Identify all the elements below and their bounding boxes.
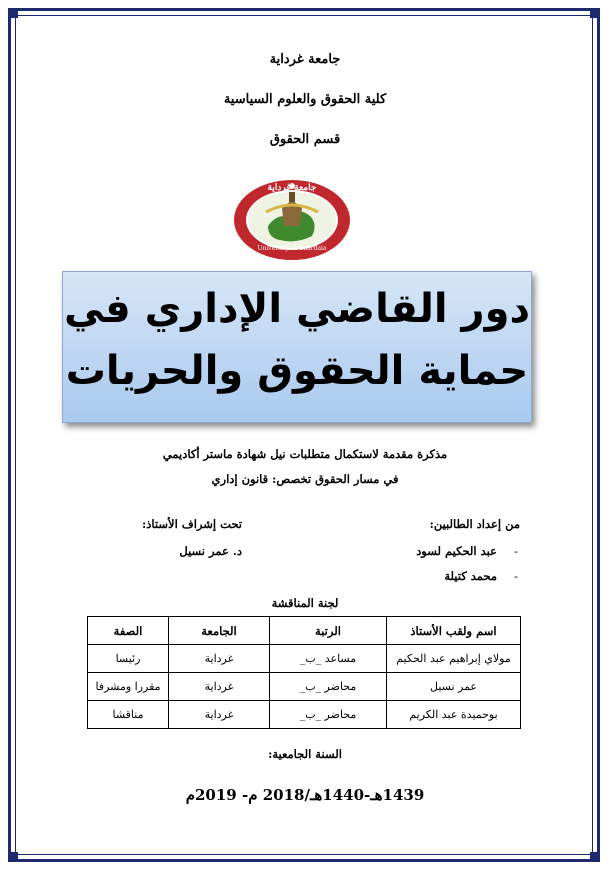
students-label: من إعداد الطالبين:: [429, 517, 520, 531]
thesis-title-line-1: دور القاضي الإداري في: [64, 286, 530, 332]
table-cell: محاضر _ب_: [270, 673, 387, 701]
student-name: عبد الحكيم لسود: [416, 544, 497, 558]
table-cell: محاضر _ب_: [270, 701, 387, 729]
memo-specialty: في مسار الحقوق تخصص: قانون إداري: [211, 472, 399, 486]
corner-ornament: [8, 8, 18, 18]
corner-ornament: [8, 852, 18, 862]
table-cell: رئيسا: [88, 645, 169, 673]
table-cell: بوحميدة عبد الكريم: [387, 701, 521, 729]
table-row: [88, 645, 521, 673]
column-header: اسم ولقب الأستاذ: [387, 617, 521, 645]
student-name: محمد كتيلة: [444, 569, 497, 583]
table-cell: غرداية: [169, 673, 270, 701]
supervisor-label: تحت إشراف الأستاذ:: [142, 517, 242, 531]
academic-year-label: السنة الجامعية:: [268, 747, 342, 761]
logo-bottom-text: University of Ghardaia: [257, 245, 327, 252]
table-row: [88, 701, 521, 729]
column-header: الصفة: [88, 617, 169, 645]
academic-year-value: 1439هـ-1440هـ/2018 م- 2019م: [185, 786, 425, 804]
table-cell: مقررا ومشرفا: [88, 673, 169, 701]
table-cell: مناقشا: [88, 701, 169, 729]
supervisor-name: د. عمر نسيل: [179, 544, 242, 558]
table-row: [88, 673, 521, 701]
column-header: الرتبة: [270, 617, 387, 645]
table-cell: مساعد _ب_: [270, 645, 387, 673]
department-name: قسم الحقوق: [269, 132, 341, 147]
university-name: جامعة غرداية: [269, 52, 341, 67]
memo-description: مذكرة مقدمة لاستكمال متطلبات نيل شهادة ماستر أكاديمي: [162, 447, 448, 461]
column-header: الجامعة: [169, 617, 270, 645]
corner-ornament: [590, 8, 600, 18]
student-bullet: -: [514, 569, 518, 583]
corner-ornament: [590, 852, 600, 862]
committee-table: [87, 616, 521, 729]
thesis-title-line-2: حماية الحقوق والحريات: [65, 348, 529, 394]
table-header-row: [88, 617, 521, 645]
faculty-name: كلية الحقوق والعلوم السياسية: [223, 92, 387, 107]
table-cell: عمر نسيل: [387, 673, 521, 701]
student-bullet: -: [514, 544, 518, 558]
table-cell: مولاي إبراهيم عبد الحكيم: [387, 645, 521, 673]
logo-top-text: جامعة غرداية: [267, 183, 317, 193]
committee-title: لجنة المناقشة: [271, 596, 339, 610]
table-cell: غرداية: [169, 645, 270, 673]
thesis-title-box: [62, 271, 532, 423]
table-cell: غرداية: [169, 701, 270, 729]
